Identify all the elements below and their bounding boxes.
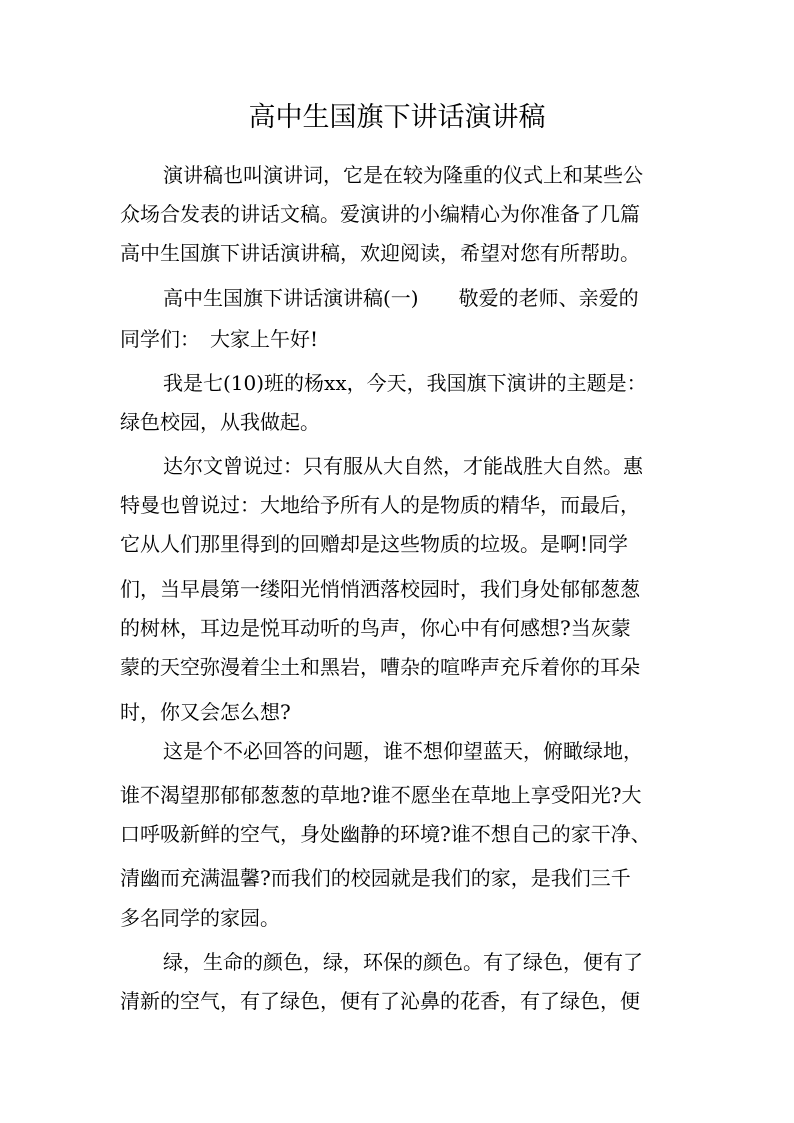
text-line: 清幽而充满温馨?而我们的校园就是我们的家，是我们三千 [120, 866, 631, 890]
text-line: 们，当早晨第一缕阳光悄悄洒落校园时，我们身处郁郁葱葱 [120, 577, 640, 601]
text-line: 高中生国旗下讲话演讲稿(一) 敬爱的老师、亲爱的 [163, 286, 639, 310]
text-line: 高中生国旗下讲话演讲稿，欢迎阅读，希望对您有所帮助。 [120, 241, 640, 265]
text-line: 我是七(10)班的杨xx，今天，我国旗下演讲的主题是： [163, 371, 647, 395]
text-line: 达尔文曾说过：只有服从大自然，才能战胜大自然。惠 [163, 454, 643, 478]
text-line: 众场合发表的讲话文稿。爱演讲的小编精心为你准备了几篇 [120, 202, 640, 226]
document-title: 高中生国旗下讲话演讲稿 [248, 102, 546, 133]
text-line: 口呼吸新鲜的空气，身处幽静的环境?谁不想自己的家干净、 [120, 822, 651, 846]
text-line: 同学们： 大家上午好! [120, 327, 319, 351]
text-line: 时，你又会怎么想? [120, 700, 291, 724]
text-line: 的树林，耳边是悦耳动听的鸟声，你心中有何感想?当灰蒙 [120, 616, 631, 640]
text-line: 演讲稿也叫演讲词，它是在较为隆重的仪式上和某些公 [163, 163, 643, 187]
text-line: 清新的空气，有了绿色，便有了沁鼻的花香，有了绿色，便 [120, 989, 640, 1013]
text-line: 这是个不必回答的问题，谁不想仰望蓝天，俯瞰绿地， [163, 739, 643, 763]
text-line: 特曼也曾说过：大地给予所有人的是物质的精华，而最后， [120, 493, 640, 517]
text-line: 蒙的天空弥漫着尘土和黑岩，嘈杂的喧哗声充斥着你的耳朵 [120, 655, 640, 679]
text-line: 绿色校园，从我做起。 [120, 410, 320, 434]
text-line: 谁不渴望那郁郁葱葱的草地?谁不愿坐在草地上享受阳光?大 [120, 783, 642, 807]
text-line: 它从人们那里得到的回赠却是这些物质的垃圾。是啊!同学 [120, 532, 629, 556]
text-line: 绿，生命的颜色，绿，环保的颜色。有了绿色，便有了 [163, 950, 643, 974]
text-line: 多名同学的家园。 [120, 906, 280, 930]
